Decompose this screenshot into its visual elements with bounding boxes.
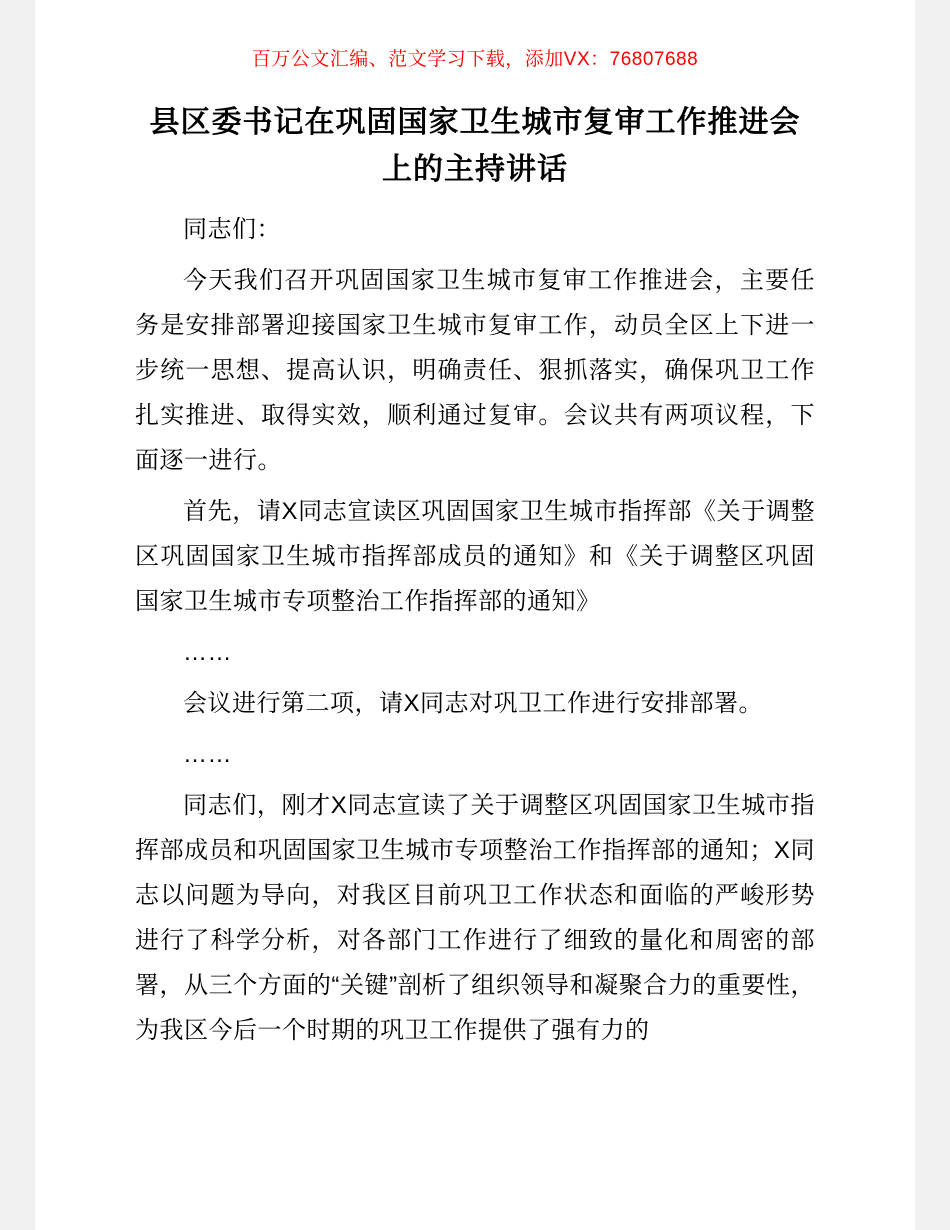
- paragraph: ……: [183, 639, 232, 666]
- paragraph: 同志们，刚才X同志宣读了关于调整区巩固国家卫生城市指挥部成员和巩固国家卫生城市专项整治工作指挥部的通知；X同志以问题为导向，对我区目前巩卫工作状态和面临的严峻形势进行了科学分析，对各部门工作进行了细致的量化和周密的部署，从三个方面的“关键”剖析了组织领导和凝聚合力的重要性，为我区今后一个时期的巩卫工作提供了强有力的: [135, 792, 815, 1044]
- paragraph: 同志们：: [183, 216, 281, 243]
- paragraph: 首先，请X同志宣读区巩固国家卫生城市指挥部《关于调整区巩固国家卫生城市指挥部成员的通知》和《关于调整区巩固国家卫生城市专项整治工作指挥部的通知》: [135, 498, 815, 615]
- paragraph: ……: [183, 741, 232, 768]
- document-title: 县区委书记在巩固国家卫生城市复审工作推进会上的主持讲话: [149, 106, 801, 186]
- document-page: [35, 0, 915, 1230]
- paragraph: 会议进行第二项，请X同志对巩卫工作进行安排部署。: [183, 690, 764, 717]
- document-body: [135, 207, 815, 1053]
- promo-header-notice: 百万公文汇编、范文学习下载，添加VX：76807688: [251, 49, 699, 70]
- paragraph: 今天我们召开巩固国家卫生城市复审工作推进会，主要任务是安排部署迎接国家卫生城市复审工作，动员全区上下进一步统一思想、提高认识，明确责任、狠抓落实，确保巩卫工作扎实推进、取得实效，顺利通过复审。会议共有两项议程，下面逐一进行。: [135, 267, 815, 474]
